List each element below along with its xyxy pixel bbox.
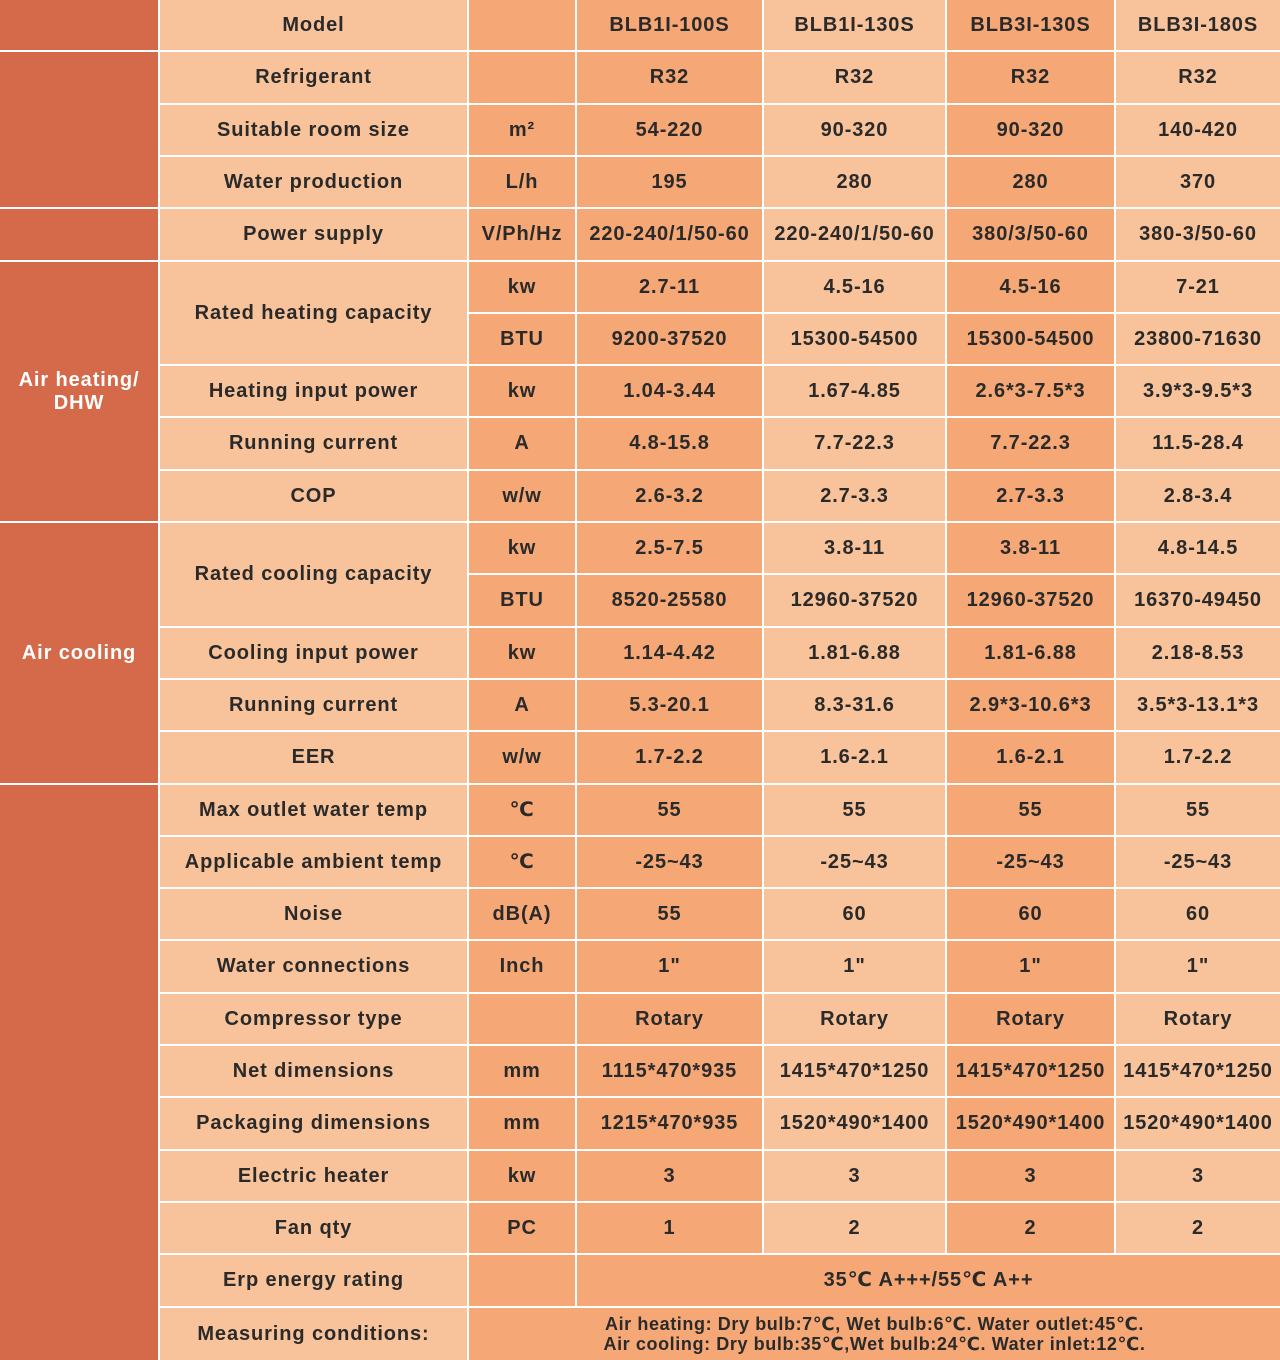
row-value: 1.67-4.85 [764,366,945,416]
category-blank_general [0,52,158,207]
row-label: Max outlet water temp [160,785,467,835]
row-value: 12960-37520 [947,575,1114,626]
row-value: 54-220 [577,105,762,155]
row-value: 3.9*3-9.5*3 [1116,366,1280,416]
category-blank_bottom [0,785,158,1360]
row-value: 15300-54500 [947,314,1114,364]
row-value: 2 [764,1203,945,1253]
row-value: 1115*470*935 [577,1046,762,1096]
row-value: 11.5-28.4 [1116,418,1280,469]
row-value: Rotary [577,994,762,1044]
row-unit [469,994,575,1044]
row-label: Power supply [160,209,467,260]
row-label: Noise [160,889,467,939]
row-value: 1.7-2.2 [577,732,762,783]
row-value: Rotary [947,994,1114,1044]
row-unit: kw [469,1151,575,1201]
row-value: 1520*490*1400 [764,1098,945,1149]
row-value: -25~43 [1116,837,1280,887]
row-unit: L/h [469,157,575,207]
row-value: 1 [577,1203,762,1253]
row-value: 23800-71630 [1116,314,1280,364]
row-unit: A [469,418,575,469]
row-unit: w/w [469,471,575,521]
row-unit: ℃ [469,837,575,887]
row-value: 1415*470*1250 [764,1046,945,1096]
row-value: 4.5-16 [947,262,1114,312]
row-value: 16370-49450 [1116,575,1280,626]
header-model-name: BLB1I-100S [577,0,762,50]
row-value: 3 [577,1151,762,1201]
category-blank_top [0,0,158,50]
row-value: 220-240/1/50-60 [764,209,945,260]
row-label: Net dimensions [160,1046,467,1096]
row-value: 9200-37520 [577,314,762,364]
row-value: 1520*490*1400 [1116,1098,1280,1149]
row-value: -25~43 [947,837,1114,887]
row-label: Packaging dimensions [160,1098,467,1149]
row-value: 2.5-7.5 [577,523,762,573]
row-unit: mm [469,1098,575,1149]
row-value: 380-3/50-60 [1116,209,1280,260]
row-value: -25~43 [764,837,945,887]
row-value: R32 [947,52,1114,103]
row-value: 2.6*3-7.5*3 [947,366,1114,416]
row-label: Compressor type [160,994,467,1044]
row-unit: A [469,680,575,730]
row-value: 3 [764,1151,945,1201]
row-value: 3.8-11 [947,523,1114,573]
row-unit: Inch [469,941,575,992]
row-value: 12960-37520 [764,575,945,626]
row-value: 1.04-3.44 [577,366,762,416]
row-value: 1.81-6.88 [947,628,1114,678]
header-model-name: BLB3I-130S [947,0,1114,50]
row-label: Fan qty [160,1203,467,1253]
row-value: 3.8-11 [764,523,945,573]
row-value: 60 [1116,889,1280,939]
row-value: 8520-25580 [577,575,762,626]
category-blank_power [0,209,158,260]
row-label: Water production [160,157,467,207]
header-model-name: BLB1I-130S [764,0,945,50]
row-value: 1.6-2.1 [764,732,945,783]
row-value: 1415*470*1250 [947,1046,1114,1096]
row-label: Running current [160,680,467,730]
row-value: 1.81-6.88 [764,628,945,678]
row-unit: kw [469,523,575,573]
header-unit [469,0,575,50]
row-label: Suitable room size [160,105,467,155]
row-value: -25~43 [577,837,762,887]
row-unit: dB(A) [469,889,575,939]
row-value: 3 [947,1151,1114,1201]
row-value: R32 [764,52,945,103]
row-value: 90-320 [764,105,945,155]
row-label: Rated heating capacity [160,262,467,364]
row-value: 2.7-3.3 [947,471,1114,521]
row-unit: V/Ph/Hz [469,209,575,260]
row-value: 55 [764,785,945,835]
row-value: R32 [1116,52,1280,103]
erp-label: Erp energy rating [160,1255,467,1306]
row-value: 2.9*3-10.6*3 [947,680,1114,730]
row-unit: kw [469,366,575,416]
row-value: 4.8-14.5 [1116,523,1280,573]
row-value: 140-420 [1116,105,1280,155]
row-label: Water connections [160,941,467,992]
row-value: Rotary [764,994,945,1044]
row-label: Applicable ambient temp [160,837,467,887]
row-value: 280 [764,157,945,207]
row-label: Cooling input power [160,628,467,678]
row-value: 4.5-16 [764,262,945,312]
row-value: 380/3/50-60 [947,209,1114,260]
row-unit: m² [469,105,575,155]
category-air_cooling: Air cooling [0,523,158,783]
row-value: 3.5*3-13.1*3 [1116,680,1280,730]
row-value: 1215*470*935 [577,1098,762,1149]
row-value: Rotary [1116,994,1280,1044]
row-unit [469,52,575,103]
row-value: 90-320 [947,105,1114,155]
row-unit: kw [469,628,575,678]
row-value: 60 [764,889,945,939]
row-value: 1415*470*1250 [1116,1046,1280,1096]
row-value: 55 [947,785,1114,835]
header-model-name: BLB3I-180S [1116,0,1280,50]
row-value: 15300-54500 [764,314,945,364]
row-label: Rated cooling capacity [160,523,467,626]
row-label: Electric heater [160,1151,467,1201]
row-unit: ℃ [469,785,575,835]
row-value: 4.8-15.8 [577,418,762,469]
row-unit: w/w [469,732,575,783]
row-label: Refrigerant [160,52,467,103]
row-value: 1" [947,941,1114,992]
row-label: Heating input power [160,366,467,416]
row-unit: mm [469,1046,575,1096]
row-value: 2 [947,1203,1114,1253]
row-value: 1" [1116,941,1280,992]
erp-unit [469,1255,575,1306]
row-label: COP [160,471,467,521]
measuring-condition-line2: Air cooling: Dry bulb:35℃,Wet bulb:24℃. Water inlet:12℃. [603,1334,1146,1354]
row-value: 2.6-3.2 [577,471,762,521]
row-value: 1.6-2.1 [947,732,1114,783]
row-value: 60 [947,889,1114,939]
row-value: 55 [1116,785,1280,835]
row-value: 55 [577,785,762,835]
row-value: 7-21 [1116,262,1280,312]
row-value: 2.7-11 [577,262,762,312]
row-value: 7.7-22.3 [947,418,1114,469]
row-unit: BTU [469,314,575,364]
row-value: 8.3-31.6 [764,680,945,730]
row-value: 2.7-3.3 [764,471,945,521]
row-value: 55 [577,889,762,939]
row-label: Running current [160,418,467,469]
row-value: 1.14-4.42 [577,628,762,678]
row-value: 2 [1116,1203,1280,1253]
row-unit: BTU [469,575,575,626]
row-value: 5.3-20.1 [577,680,762,730]
erp-value: 35℃ A+++/55℃ A++ [577,1255,1280,1306]
category-air_heating: Air heating/ DHW [0,262,158,521]
row-value: 1520*490*1400 [947,1098,1114,1149]
measuring-label: Measuring conditions: [160,1308,467,1360]
header-model-label: Model [160,0,467,50]
row-unit: kw [469,262,575,312]
row-value: 3 [1116,1151,1280,1201]
row-value: 1" [764,941,945,992]
row-value: 2.18-8.53 [1116,628,1280,678]
measuring-conditions-value [469,1308,1280,1360]
row-value: R32 [577,52,762,103]
row-value: 280 [947,157,1114,207]
row-value: 195 [577,157,762,207]
row-unit: PC [469,1203,575,1253]
row-value: 1" [577,941,762,992]
row-value: 2.8-3.4 [1116,471,1280,521]
row-value: 1.7-2.2 [1116,732,1280,783]
row-value: 220-240/1/50-60 [577,209,762,260]
measuring-condition-line1: Air heating: Dry bulb:7℃, Wet bulb:6℃. Water outlet:45℃. [604,1313,1144,1334]
row-value: 7.7-22.3 [764,418,945,469]
row-label: EER [160,732,467,783]
row-value: 370 [1116,157,1280,207]
